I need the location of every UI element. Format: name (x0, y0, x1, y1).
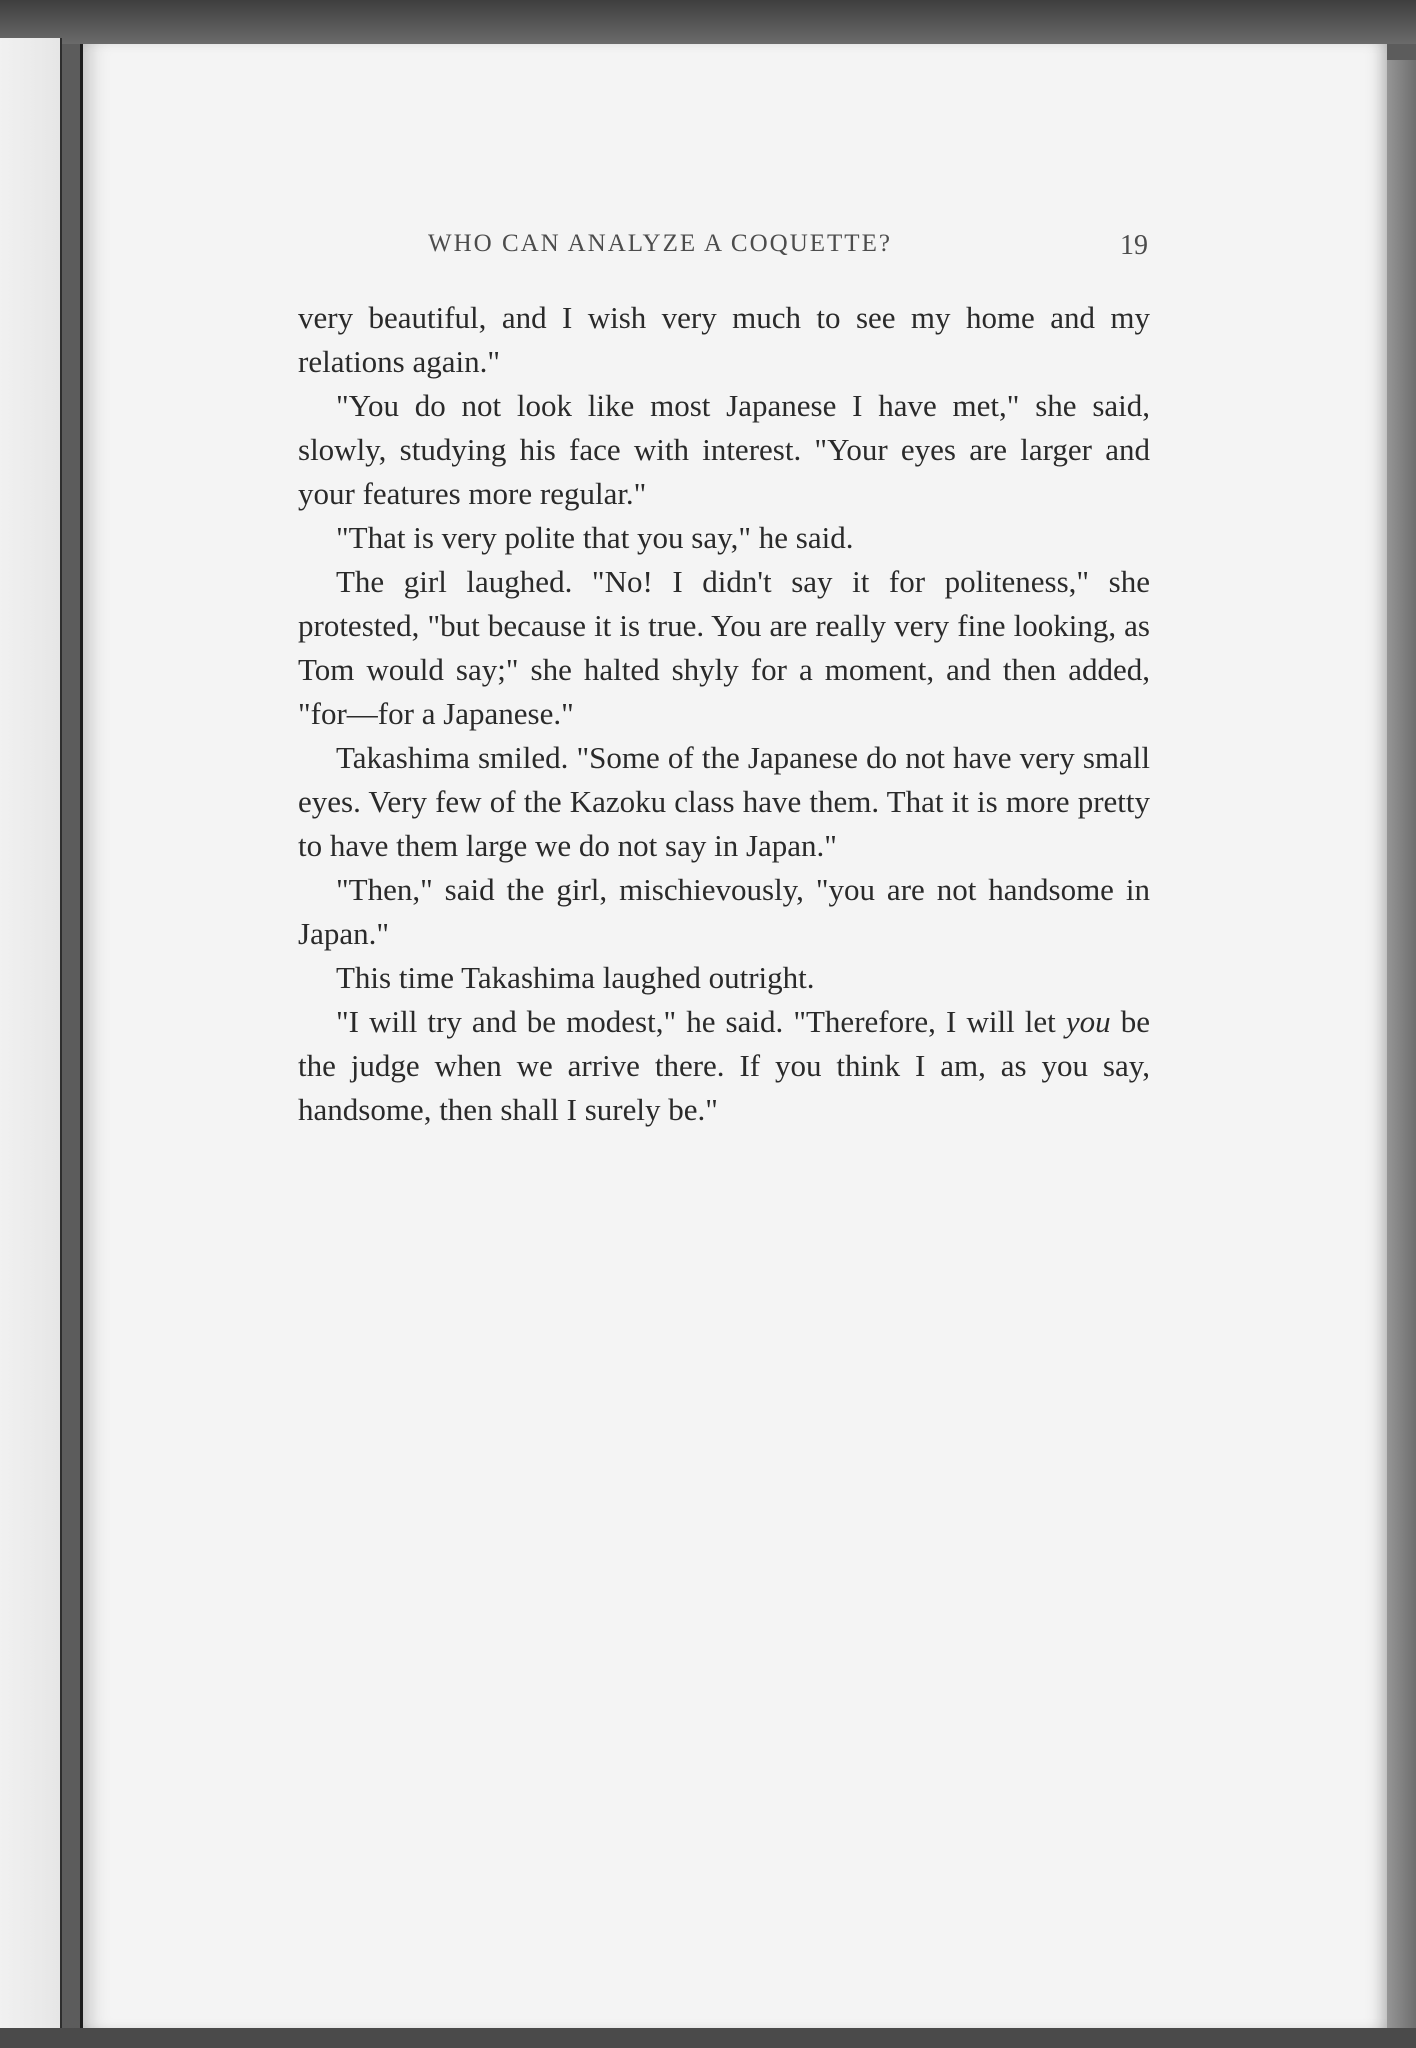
paragraph: "That is very polite that you say," he said. (336, 520, 854, 555)
body-text (298, 296, 1150, 1132)
facing-page-edge (0, 38, 62, 2028)
scan-background-bottom (0, 2028, 1416, 2048)
paragraph: "You do not look like most Japanese I have met," she said, slowly, studying his face with interest. "Your eyes are larger and your features more regular." (298, 388, 1150, 511)
paragraph-final (298, 1000, 1150, 1132)
paragraph: Takashima smiled. "Some of the Japanese do not have very small eyes. Very few of the Kazoku class have them. That it is more pretty to have them large we do not say in Japan." (298, 740, 1150, 863)
page-number: 19 (1120, 230, 1148, 261)
page-right-edge (1384, 60, 1416, 2028)
emphasized-word: you (1065, 1004, 1111, 1039)
paragraph: This time Takashima laughed outright. (336, 960, 815, 995)
paragraph: "Then," said the girl, mischievously, "you are not handsome in Japan." (298, 872, 1150, 951)
running-head (428, 230, 1148, 270)
paragraph-text: be the judge when we arrive there. If you think I am, as you say, handsome, then shall I surely be." (298, 1004, 1150, 1127)
paragraph: The girl laughed. "No! I didn't say it for politeness," she protested, "but because it is true. You are really very fine looking, as Tom would say;" she halted shyly for a moment, and then added, "for—for a Japanese." (298, 564, 1150, 731)
paragraph: very beautiful, and I wish very much to see my home and my relations again." (298, 300, 1150, 379)
paragraph-text: "I will try and be modest," he said. "Therefore, I will let (336, 1004, 1066, 1039)
scan-background-top (0, 0, 1416, 44)
running-title: WHO CAN ANALYZE A COQUETTE? (428, 230, 892, 257)
